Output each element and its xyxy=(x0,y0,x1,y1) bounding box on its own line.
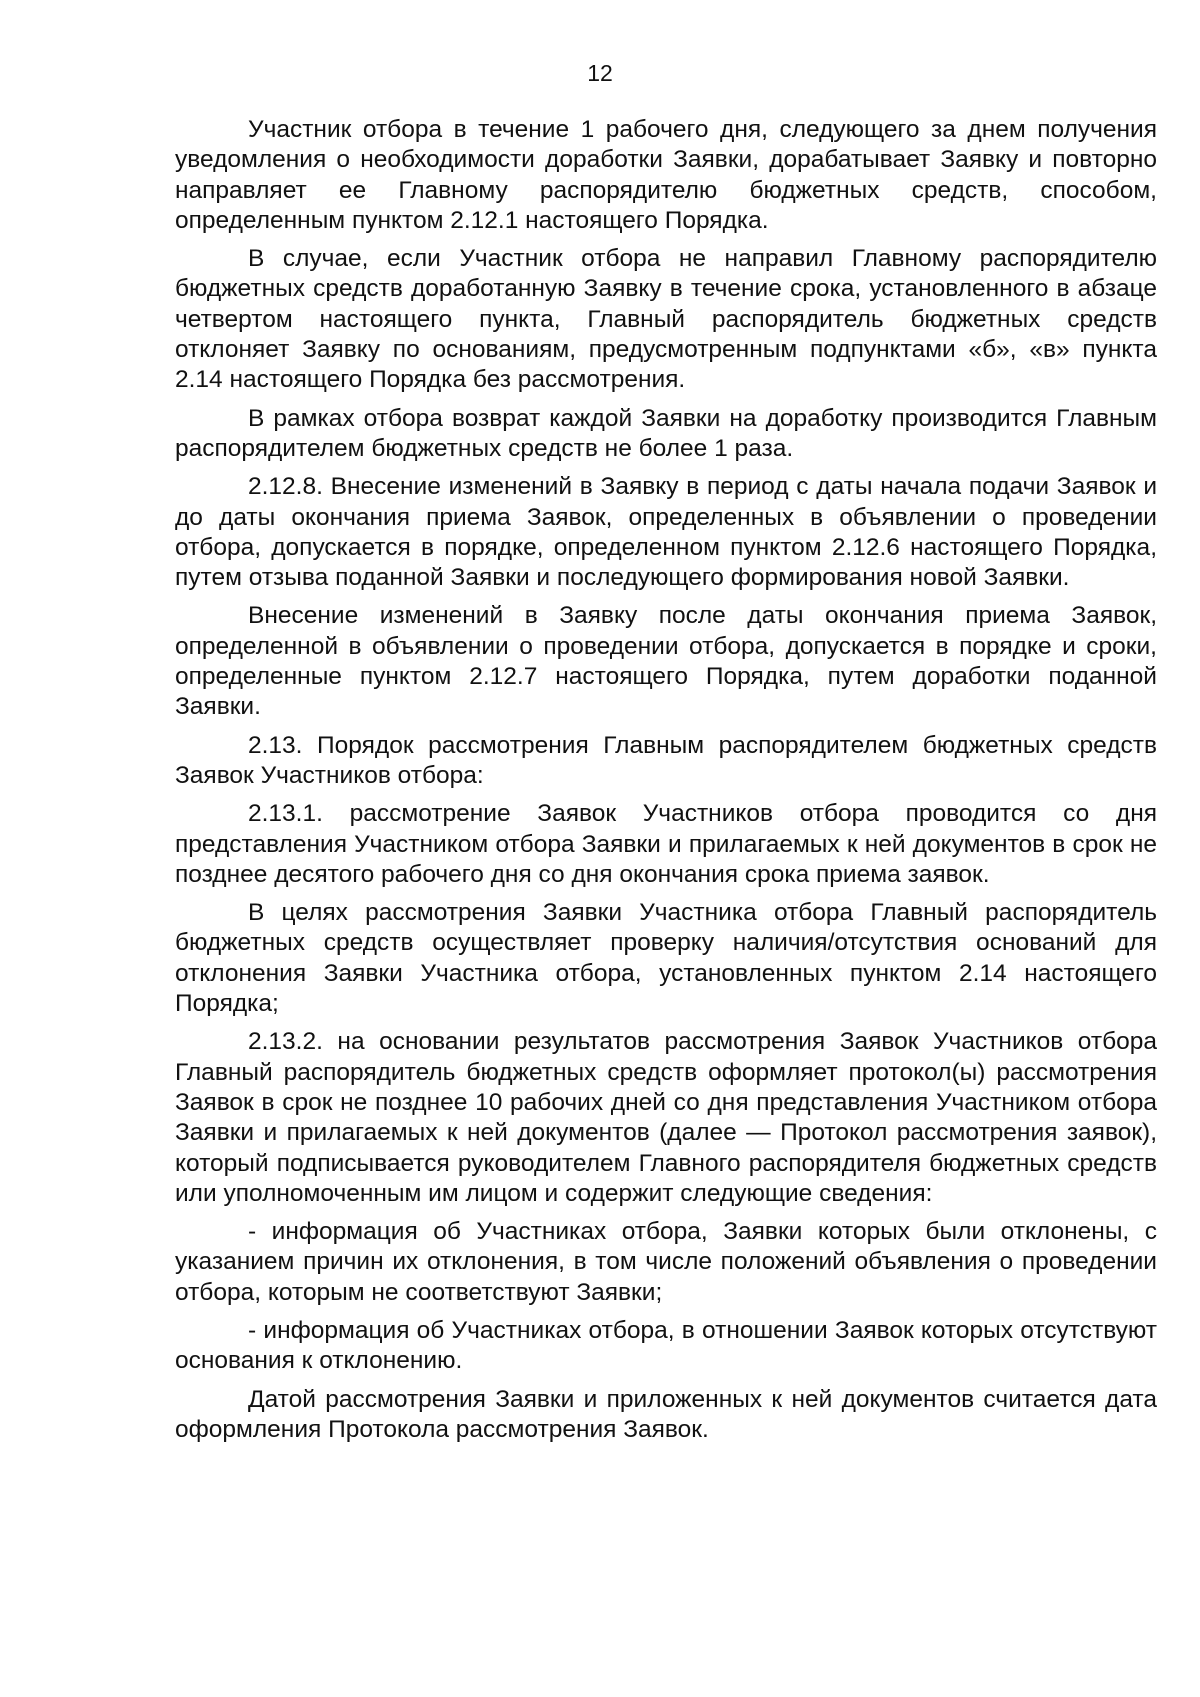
paragraph-3: В рамках отбора возврат каждой Заявки на доработку производится Главным распорядителем бюджетных средств не более 1 раза. xyxy=(175,404,1157,462)
paragraph-8: В целях рассмотрения Заявки Участника отбора Главный распорядитель бюджетных средств осуществляет проверку наличия/отсутствия оснований для отклонения Заявки Участника отбора, установленных пунктом 2.14 настоящего Порядка; xyxy=(175,899,1157,1018)
paragraph-2-13-1: 2.13.1. рассмотрение Заявок Участников отбора проводится со дня представления Участником отбора Заявки и прилагаемых к ней документов в срок не позднее десятого рабочего дня со дня окончания срока приема заявок. xyxy=(175,800,1157,888)
document-body xyxy=(175,115,1157,1453)
paragraph-5: Внесение изменений в Заявку после даты окончания приема Заявок, определенной в объявлении о проведении отбора, допускается в порядке и сроки, определенные пунктом 2.12.7 настоящего Порядка, путем доработки поданной Заявки. xyxy=(175,602,1157,721)
paragraph-2-13: 2.13. Порядок рассмотрения Главным распорядителем бюджетных средств Заявок Участников отбора: xyxy=(175,731,1157,789)
paragraph-2: В случае, если Участник отбора не направил Главному распорядителю бюджетных средств доработанную Заявку в течение срока, установленного в абзаце четвертом настоящего пункта, Главный распорядитель бюджетных средств отклоняет Заявку по основаниям, предусмотренным подпунктами «б», «в» пункта 2.14 настоящего Порядка без рассмотрения. xyxy=(175,245,1157,394)
list-item-no-grounds-info: - информация об Участниках отбора, в отношении Заявок которых отсутствуют основания к отклонению. xyxy=(175,1316,1157,1375)
paragraph-12: Датой рассмотрения Заявки и приложенных к ней документов считается дата оформления Протокола рассмотрения Заявок. xyxy=(175,1385,1157,1443)
paragraph-1: Участник отбора в течение 1 рабочего дня, следующего за днем получения уведомления о необходимости доработки Заявки, дорабатывает Заявку и повторно направляет ее Главному распорядителю бюджетных средств, способом, определенным пунктом 2.12.1 настоящего Порядка. xyxy=(175,116,1157,234)
paragraph-2-12-8: 2.12.8. Внесение изменений в Заявку в период с даты начала подачи Заявок и до даты окончания приема Заявок, определенных в объявлении о проведении отбора, допускается в порядке, определенном пунктом 2.12.6 настоящего Порядка, путем отзыва поданной Заявки и последующего формирования новой Заявки. xyxy=(175,473,1157,592)
page-number: 12 xyxy=(587,60,613,86)
list-item-rejected-info: - информация об Участниках отбора, Заявки которых были отклонены, с указанием причин их отклонения, в том числе положений объявления о проведении отбора, которым не соответствуют Заявки; xyxy=(175,1218,1157,1306)
paragraph-2-13-2: 2.13.2. на основании результатов рассмотрения Заявок Участников отбора Главный распорядитель бюджетных средств оформляет протокол(ы) рассмотрения Заявок в срок не позднее 10 рабочих дней со дня представления Участником отбора Заявки и прилагаемых к ней документов (далее — Протокол рассмотрения заявок), который подписывается руководителем Главного распорядителя бюджетных средств или уполномоченным им лицом и содержит следующие сведения: xyxy=(175,1028,1157,1207)
